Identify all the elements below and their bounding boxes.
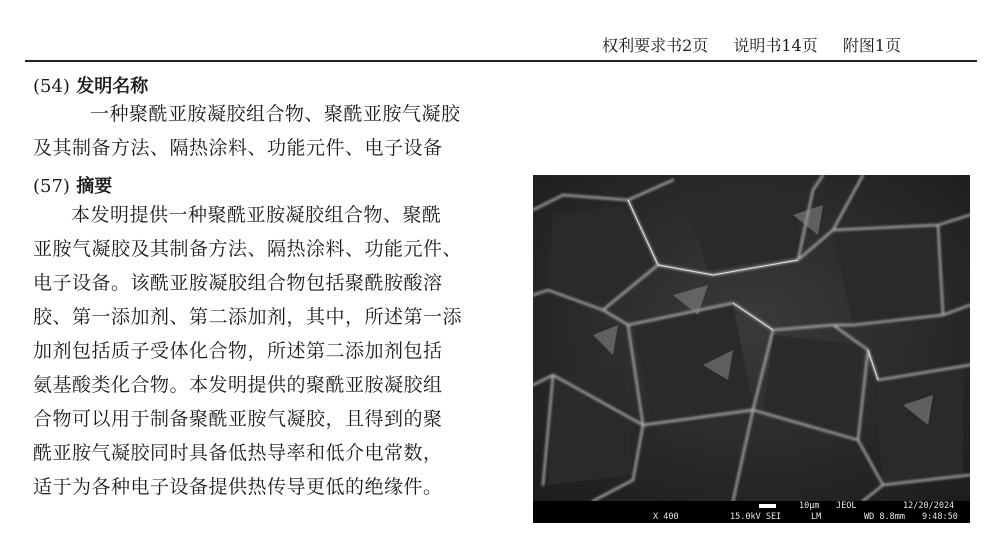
- section-number: (54): [33, 76, 70, 97]
- sem-network-image: [533, 175, 970, 501]
- maker-label: JEOL: [836, 501, 857, 511]
- drawing-page-count: 附图1页: [842, 36, 901, 55]
- abstract-text: [33, 198, 488, 504]
- mode-label: LM: [811, 512, 822, 522]
- magnification-label: X 400: [653, 512, 679, 522]
- abstract-line: 酰亚胺气凝胶同时具备低热导率和低介电常数，: [33, 442, 443, 464]
- abstract-line: 氨基酸类化合物。本发明提供的聚酰亚胺凝胶组: [33, 374, 443, 396]
- invention-title-text: [33, 97, 488, 165]
- abstract-line: 亚胺气凝胶及其制备方法、隔热涂料、功能元件、: [33, 238, 463, 260]
- title-line: 及其制备方法、隔热涂料、功能元件、电子设备: [33, 137, 443, 159]
- invention-title-heading: [33, 72, 148, 98]
- section-label: 发明名称: [76, 76, 149, 97]
- claims-page-count: 权利要求书2页: [602, 36, 709, 55]
- scale-bar: [759, 504, 776, 508]
- sem-micrograph: [533, 175, 970, 523]
- header-divider: [25, 60, 977, 62]
- abstract-line: 胶、第一添加剂、第二添加剂，其中，所述第一添: [33, 306, 463, 328]
- sem-info-bar: [533, 501, 970, 523]
- abstract-line: 适于为各种电子设备提供热传导更低的绝缘件。: [33, 476, 443, 498]
- working-distance-label: WD 8.8mm: [864, 512, 905, 522]
- page-count-info: [582, 33, 901, 56]
- description-page-count: 说明书14页: [733, 36, 818, 55]
- abstract-line: 本发明提供一种聚酰亚胺凝胶组合物、聚酰: [71, 204, 442, 226]
- title-line: 一种聚酰亚胺凝胶组合物、聚酰亚胺气凝胶: [90, 103, 461, 125]
- time-label: 9:48:50: [922, 512, 958, 522]
- section-number: (57): [33, 176, 70, 197]
- scale-label: 10μm: [799, 501, 820, 511]
- abstract-heading: [33, 172, 112, 198]
- section-label: 摘要: [76, 176, 113, 197]
- abstract-line: 电子设备。该酰亚胺凝胶组合物包括聚酰胺酸溶: [33, 272, 443, 294]
- voltage-label: 15.0kV SEI: [730, 512, 782, 522]
- abstract-line: 加剂包括质子受体化合物，所述第二添加剂包括: [33, 340, 443, 362]
- date-label: 12/20/2024: [903, 501, 955, 511]
- abstract-line: 合物可以用于制备聚酰亚胺气凝胶，且得到的聚: [33, 408, 443, 430]
